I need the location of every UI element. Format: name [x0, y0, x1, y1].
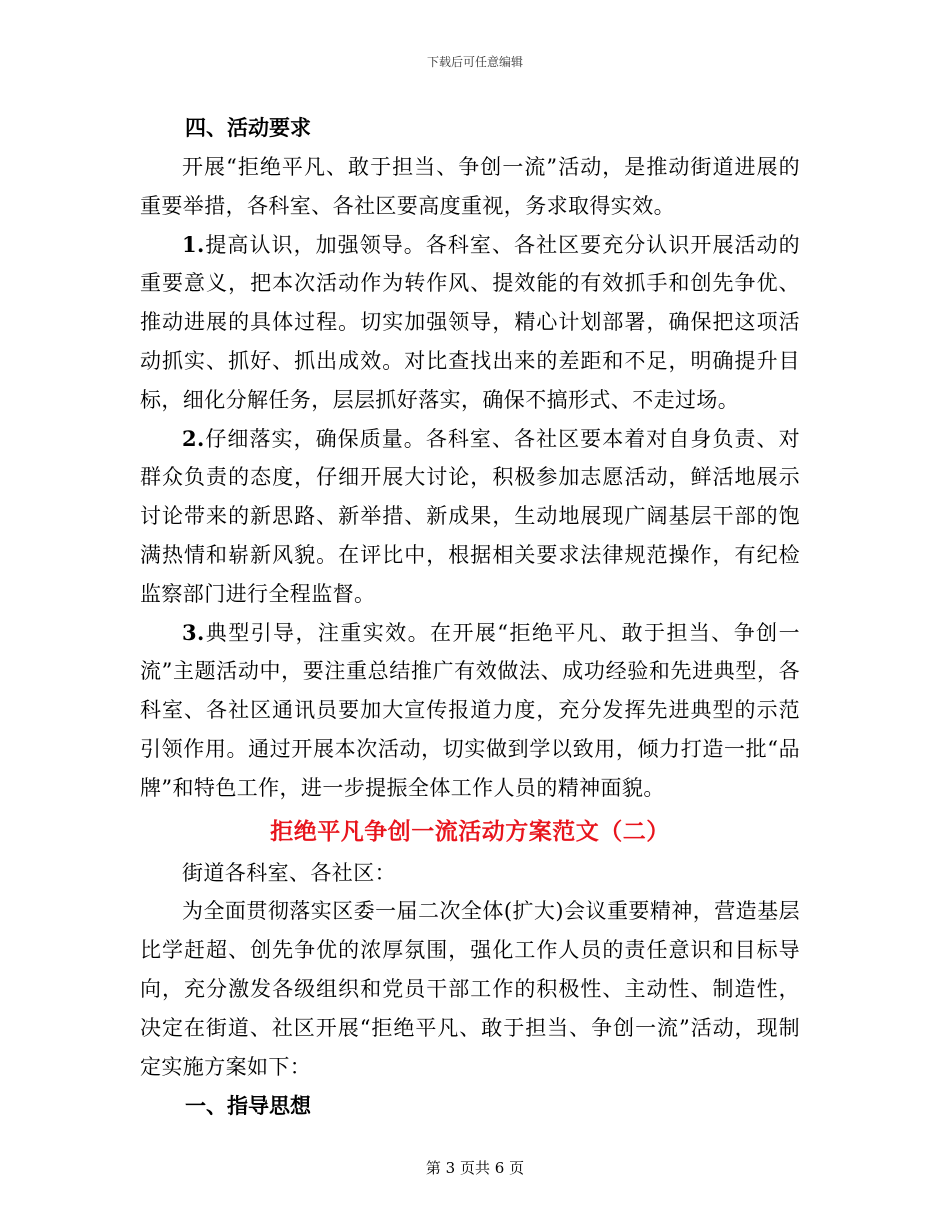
- item-text: 仔细落实，确保质量。各科室、各社区要本着对自身负责、对群众负责的态度，仔细开展大讨论，积极参加志愿活动，鲜活地展示讨论带来的新思路、新举措、新成果，生动地展现广阔基层干部的饱满热情和崭新风貌。在评比中，根据相关要求法律规范操作，有纪检监察部门进行全程监督。: [140, 426, 800, 606]
- document-body: [140, 108, 800, 1126]
- intro-paragraph: 为全面贯彻落实区委一届二次全体(扩大)会议重要精神，营造基层比学赶超、创先争优的浓厚氛围，强化工作人员的责任意识和目标导向，充分激发各级组织和党员干部工作的积极性、主动性、制造性，决定在街道、社区开展“拒绝平凡、敢于担当、争创一流”活动，现制定实施方案如下：: [140, 899, 800, 1079]
- salutation: 街道各科室、各社区：: [182, 860, 396, 885]
- item-number: 1.: [182, 231, 205, 257]
- page-header: 下载后可任意编辑: [426, 55, 523, 69]
- item-text: 提高认识，加强领导。各科室、各社区要充分认识开展活动的重要意义，把本次活动作为转作风、提效能的有效抓手和创先争优、推动进展的具体过程。切实加强领导，精心计划部署，确保把这项活动抓实、抓好、抓出成效。对比查找出来的差距和不足，明确提升目标，细化分解任务，层层抓好落实，确保不搞形式、不走过场。: [140, 232, 800, 412]
- document-section-title: 拒绝平凡争创一流活动方案范文（二）: [270, 817, 670, 845]
- section-heading-requirements: 四、活动要求: [185, 115, 311, 140]
- item-number: 3.: [182, 619, 205, 645]
- requirement-item-3: [140, 614, 800, 808]
- page-footer: 第 3 页共 6 页: [425, 1159, 525, 1177]
- requirement-item-2: [140, 420, 800, 614]
- requirement-item-1: [140, 226, 800, 420]
- requirements-intro: 开展“拒绝平凡、敢于担当、争创一流”活动，是推动街道进展的重要举措，各科室、各社区要高度重视，务求取得实效。: [140, 155, 800, 218]
- item-number: 2.: [182, 425, 205, 451]
- section-heading-guiding-ideology: 一、指导思想: [185, 1093, 311, 1119]
- item-text: 典型引导，注重实效。在开展“拒绝平凡、敢于担当、争创一流”主题活动中，要注重总结推广有效做法、成功经验和先进典型，各科室、各社区通讯员要加大宣传报道力度，充分发挥先进典型的示范引领作用。通过开展本次活动，切实做到学以致用，倾力打造一批“品牌”和特色工作，进一步提振全体工作人员的精神面貌。: [140, 620, 800, 800]
